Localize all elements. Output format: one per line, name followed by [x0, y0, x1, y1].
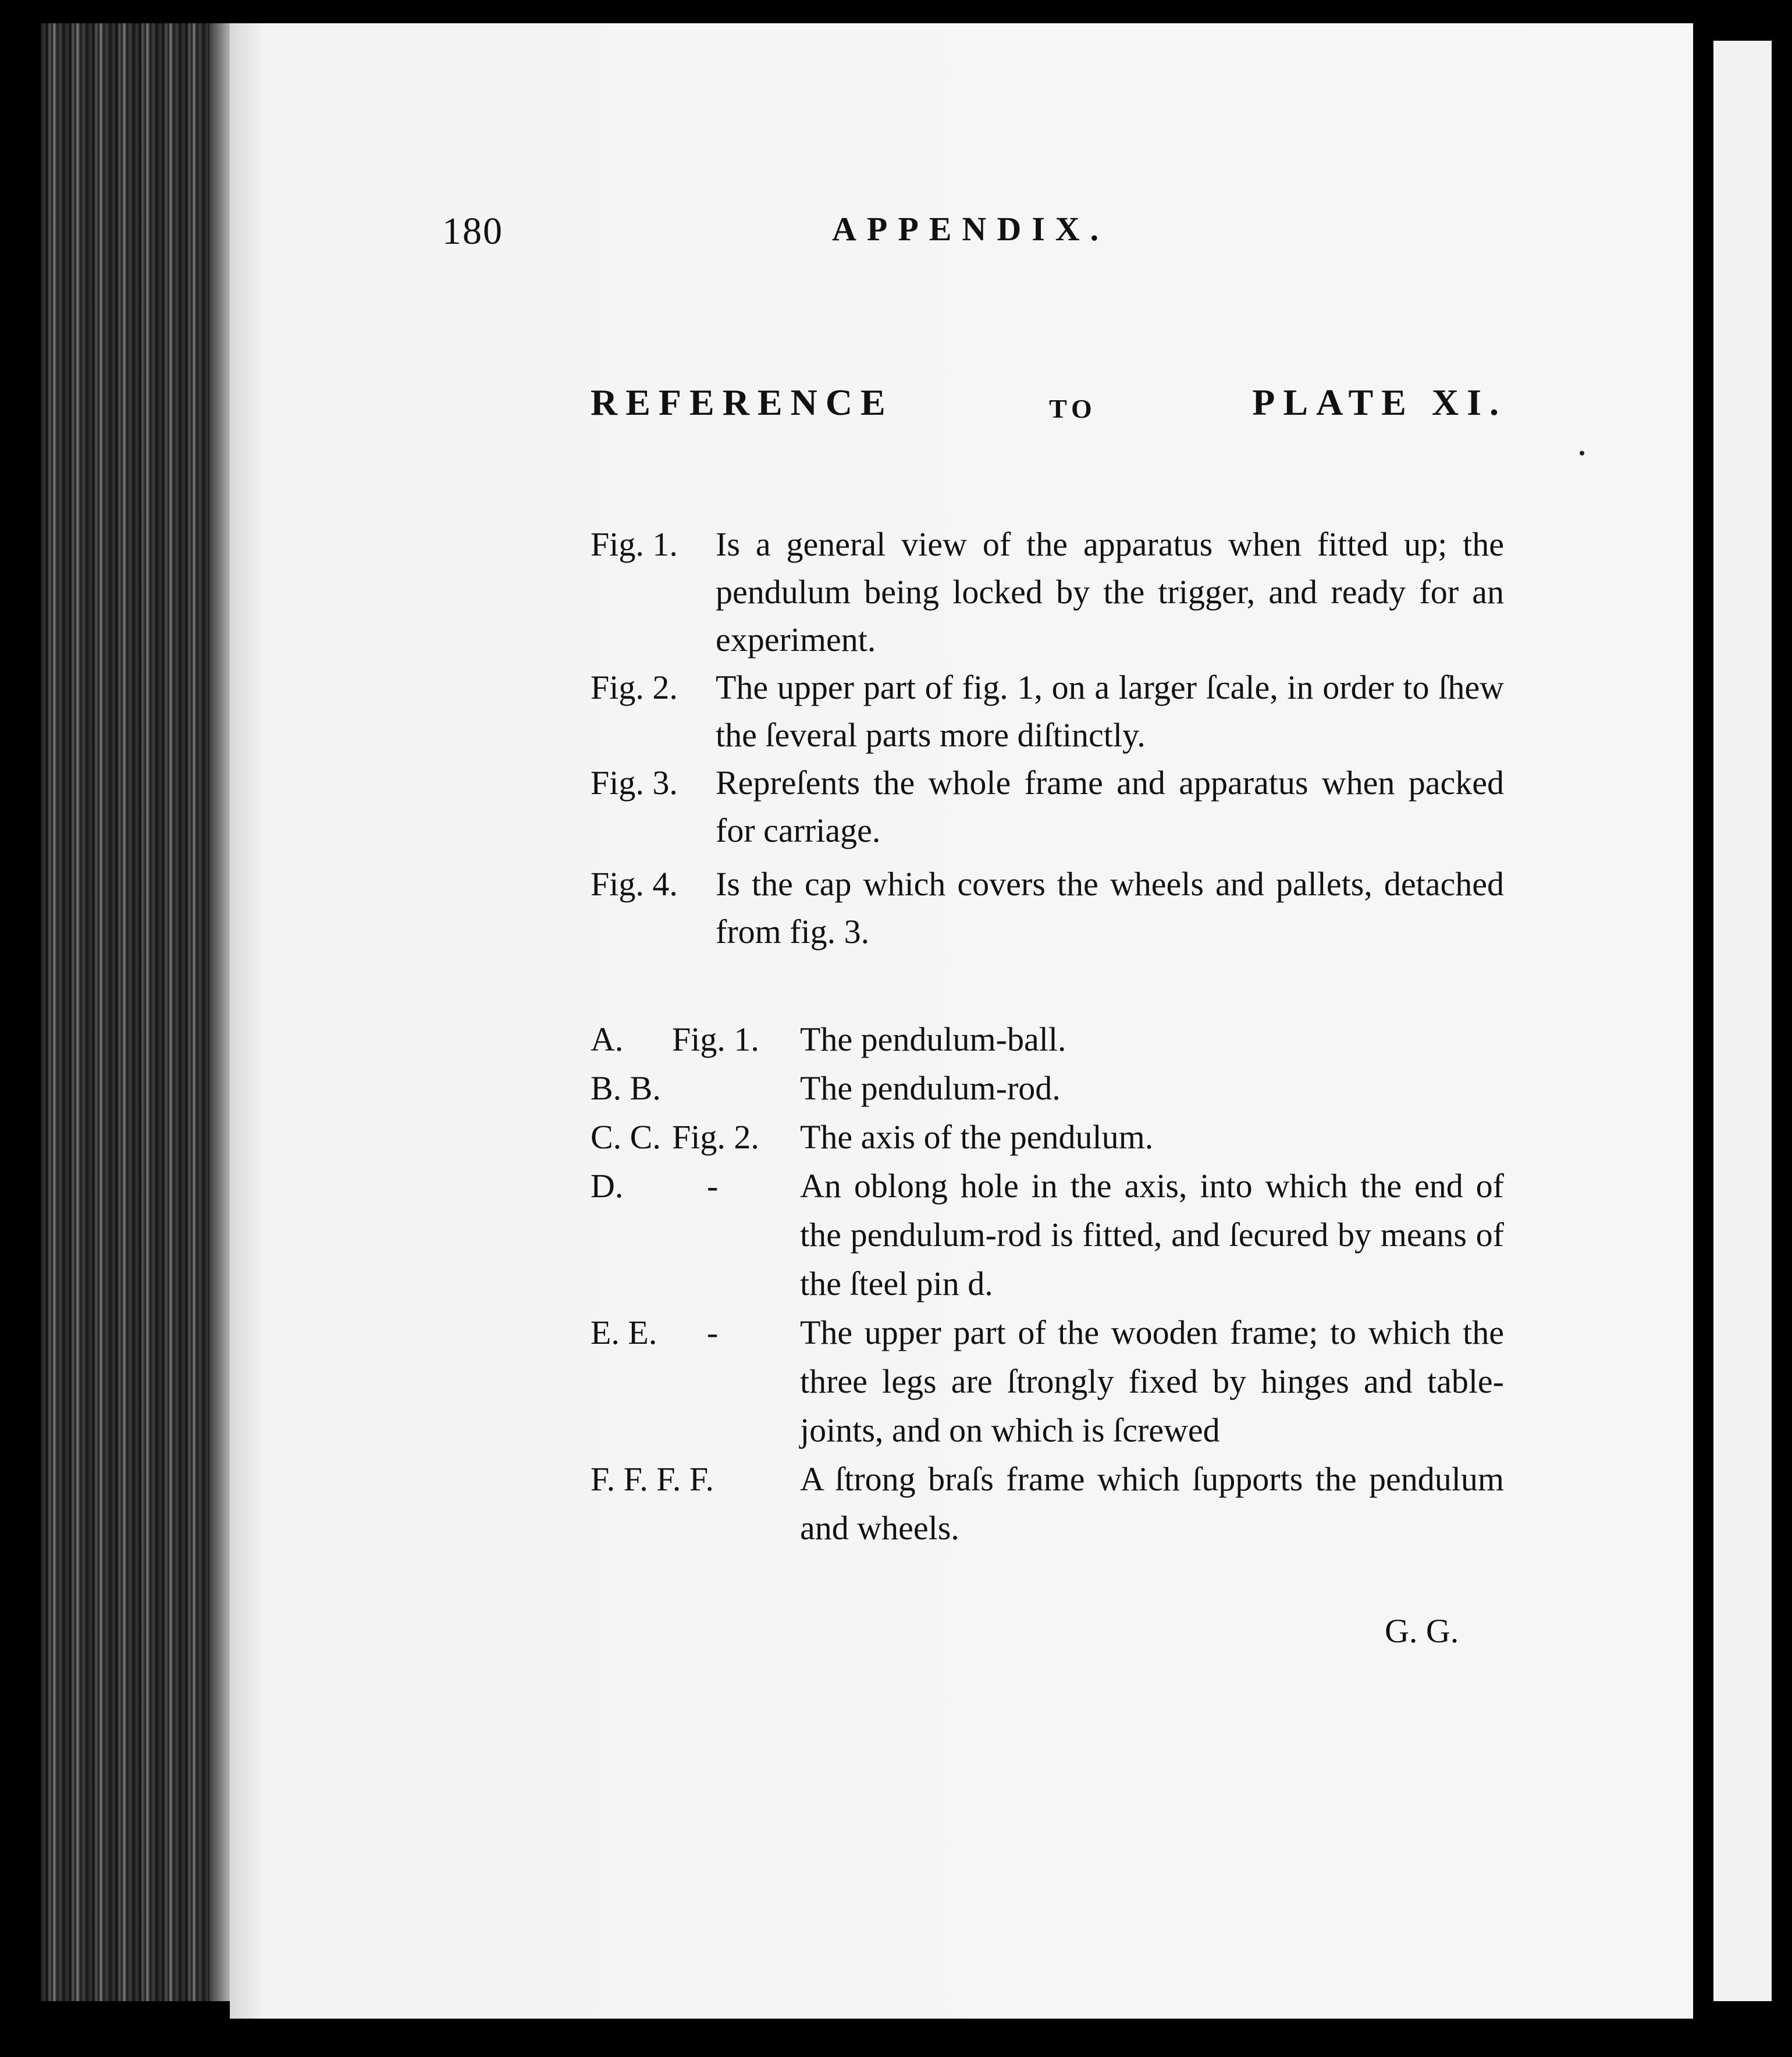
figure-description: The upper part of fig. 1, on a larger ſcale, in order to ſhew the ſeveral parts more diſtinctly. — [716, 668, 1504, 754]
book-binding — [41, 23, 233, 2001]
legend-figure-ref: Fig. 2. — [672, 1118, 759, 1156]
figure-entry — [591, 664, 1504, 759]
figure-description: Is the cap which covers the wheels and pallets, detached from fig. 3. — [716, 865, 1504, 951]
figure-entry — [591, 521, 1504, 664]
legend-letter: A. — [591, 1020, 624, 1058]
figure-label: Fig. 2. — [591, 668, 678, 706]
facing-page-edge — [1713, 41, 1772, 2001]
legend-letter: C. C. — [591, 1118, 661, 1156]
legend-description: The axis of the pendulum. — [800, 1118, 1154, 1156]
ink-speck — [1580, 451, 1584, 455]
legend-figure-ref: - — [707, 1314, 719, 1351]
figure-label: Fig. 1. — [591, 525, 678, 563]
legend-entry — [591, 1308, 1504, 1455]
legend-letter: D. — [591, 1167, 624, 1205]
parts-legend — [591, 1015, 1504, 1553]
figure-label: Fig. 4. — [591, 865, 678, 903]
legend-figure-ref — [672, 1064, 800, 1113]
page-header-title: APPENDIX. — [832, 210, 1110, 248]
legend-entry — [591, 1015, 1504, 1064]
legend-letter: E. E. — [591, 1314, 657, 1351]
legend-entry — [591, 1162, 1504, 1308]
figure-entry — [591, 860, 1504, 956]
legend-description: The upper part of the wooden frame; to which the three legs are ſtrongly fixed by hinges and table-joints, and on which is ſcrewed — [800, 1314, 1504, 1449]
legend-entry — [591, 1064, 1504, 1113]
section-title-part3: PLATE XI. — [1252, 382, 1507, 423]
legend-description: An oblong hole in the axis, into which the end of the pendulum-rod is fitted, and ſecured by means of the ſteel pin d. — [800, 1167, 1504, 1302]
running-head — [442, 209, 1257, 262]
legend-description: A ſtrong braſs frame which ſupports the pendulum and wheels. — [800, 1460, 1504, 1547]
legend-figure-ref: - — [707, 1167, 719, 1205]
figure-entry — [591, 759, 1504, 855]
figure-label: Fig. 3. — [591, 764, 678, 802]
section-title-part2: TO — [1049, 394, 1097, 424]
legend-entry — [591, 1455, 1504, 1553]
legend-description: The pendulum-rod. — [800, 1069, 1061, 1107]
page-number: 180 — [442, 210, 503, 252]
catchword: G. G. — [1385, 1612, 1459, 1650]
legend-description: The pendulum-ball. — [800, 1020, 1066, 1058]
figure-description: Repreſents the whole frame and apparatus when packed for carriage. — [716, 764, 1504, 849]
legend-letter: F. F. F. F. — [591, 1460, 714, 1498]
legend-letter: B. B. — [591, 1069, 661, 1107]
section-title-part1: REFERENCE — [591, 382, 894, 423]
figure-list — [591, 521, 1504, 956]
legend-figure-ref: Fig. 1. — [672, 1020, 759, 1058]
figure-description: Is a general view of the apparatus when fitted up; the pendulum being locked by the trigger, and ready for an experiment. — [716, 525, 1504, 659]
section-title — [591, 381, 1507, 424]
legend-entry — [591, 1113, 1504, 1162]
